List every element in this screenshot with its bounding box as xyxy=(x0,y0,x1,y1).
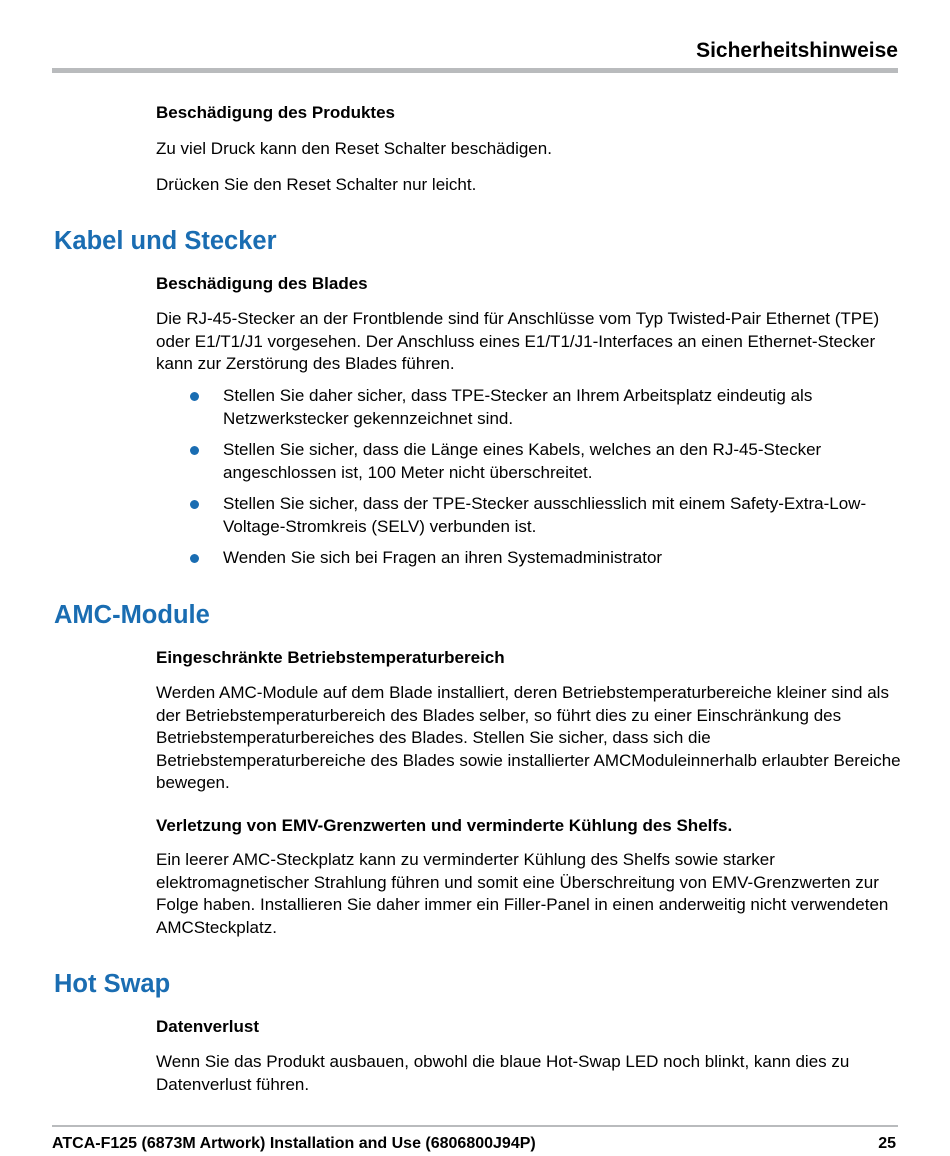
subheading-blade-damage: Beschädigung des Blades xyxy=(156,274,368,293)
bullet-text: Stellen Sie daher sicher, dass TPE-Stecker an Ihrem Arbeitsplatz eindeutig als Netzwerkstecker gekennzeichnet sind. xyxy=(223,386,813,428)
paragraph-press-lightly: Drücken Sie den Reset Schalter nur leicht. xyxy=(156,175,477,194)
header-rule xyxy=(52,68,898,73)
subheading-temperature: Eingeschränkte Betriebstemperaturbereich xyxy=(156,648,505,667)
paragraph-rj45: Die RJ-45-Stecker an der Frontblende sind für Anschlüsse vom Typ Twisted-Pair Ethernet (TPE) oder E1/T1/J1 vorgesehen. Der Anschluss eines E1/T1/J1-Interfaces an einen Ethernet-Stecker kann zur Zerstörung des Blades führen. xyxy=(156,309,880,373)
footer-rule xyxy=(52,1125,898,1127)
section-title-amc: AMC-Module xyxy=(54,601,210,629)
bullet-text: Stellen Sie sicher, dass die Länge eines Kabels, welches an den RJ-45-Stecker angeschlossen ist, 100 Meter nicht überschreitet. xyxy=(223,440,822,482)
bullet-text: Stellen Sie sicher, dass der TPE-Stecker ausschliesslich mit einem Safety-Extra-Low-Voltage-Stromkreis (SELV) verbunden ist. xyxy=(223,494,867,536)
bullet-dot-icon xyxy=(190,446,199,455)
subheading-emv: Verletzung von EMV-Grenzwerten und verminderte Kühlung des Shelfs. xyxy=(156,816,733,835)
bullet-dot-icon xyxy=(190,554,199,563)
footer-page-number: 25 xyxy=(878,1135,896,1152)
subheading-data-loss: Datenverlust xyxy=(156,1017,259,1036)
paragraph-data-loss: Wenn Sie das Produkt ausbauen, obwohl die blaue Hot-Swap LED noch blinkt, kann dies zu Datenverlust führen. xyxy=(156,1052,850,1094)
paragraph-pressure: Zu viel Druck kann den Reset Schalter beschädigen. xyxy=(156,139,552,158)
paragraph-temperature: Werden AMC-Module auf dem Blade installiert, deren Betriebstemperaturbereiche kleiner sind als der Betriebstemperaturbereich des Blades selber, so führt dies zu einer Einschränkung des Betriebstemperaturbereiches des Blades. Stellen Sie sicher, dass sich die Betriebstemperaturbereiche des Blades sowie installierter AMCModuleinnerhalb erlaubter Bereiche bewegen. xyxy=(156,683,901,792)
bullet-dot-icon xyxy=(190,392,199,401)
page-header-title: Sicherheitshinweise xyxy=(696,39,898,62)
paragraph-emv: Ein leerer AMC-Steckplatz kann zu verminderter Kühlung des Shelfs sowie starker elektromagnetischer Strahlung führen und somit eine Überschreitung von EMV-Grenzwerten zur Folge haben. Installieren Sie daher immer ein Filler-Panel in einen anderweitig nicht verwendeten AMCSteckplatz. xyxy=(156,850,889,937)
bullet-text: Wenden Sie sich bei Fragen an ihren Systemadministrator xyxy=(223,548,663,567)
bullet-dot-icon xyxy=(190,500,199,509)
section-title-kabel: Kabel und Stecker xyxy=(54,227,277,255)
footer-document-title: ATCA-F125 (6873M Artwork) Installation and Use (6806800J94P) xyxy=(52,1135,536,1152)
section-title-hotswap: Hot Swap xyxy=(54,970,171,998)
subheading-product-damage: Beschädigung des Produktes xyxy=(156,103,395,122)
